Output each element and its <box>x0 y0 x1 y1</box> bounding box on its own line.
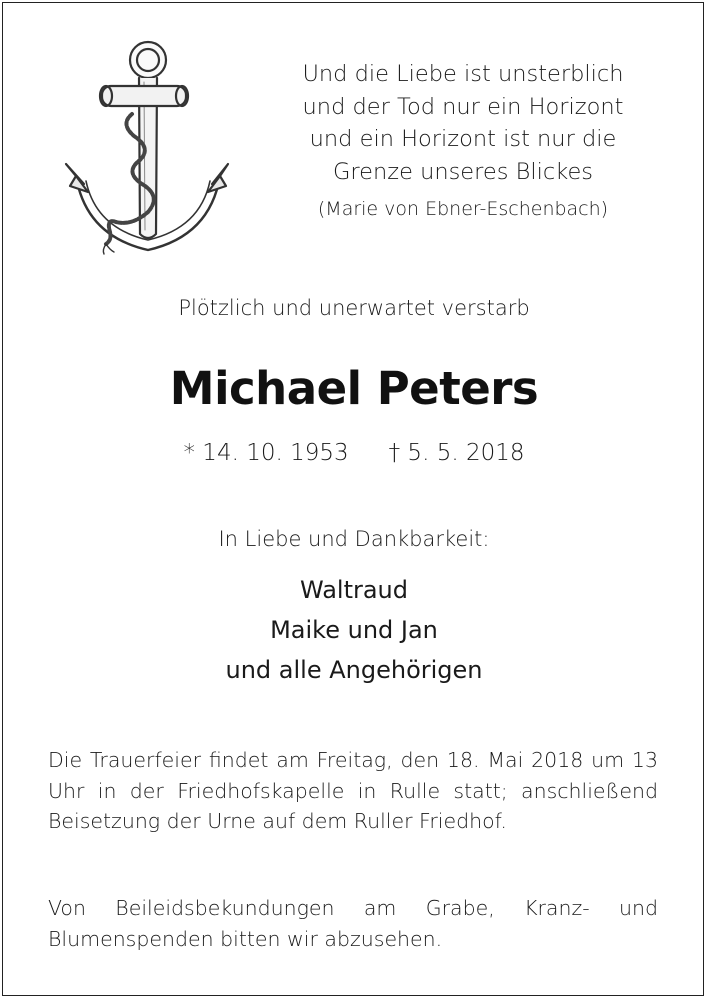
mourner-name: und alle Angehörigen <box>225 656 483 684</box>
mourner-name: Waltraud <box>300 576 408 604</box>
mourners-list <box>0 570 708 690</box>
quote-author: (Marie von Ebner-Eschenbach) <box>317 198 609 220</box>
anchor-icon <box>62 36 230 258</box>
quote-line: Grenze unseres Blickes <box>332 158 594 185</box>
deceased-name: Michael Peters <box>169 362 539 415</box>
intro-text: Plötzlich und unerwartet verstarb <box>178 296 530 320</box>
death-date: † 5. 5. 2018 <box>388 440 525 466</box>
quote-line: und ein Horizont ist nur die <box>309 126 617 152</box>
birth-date: * 14. 10. 1953 <box>183 440 349 466</box>
mourner-name: Maike und Jan <box>270 616 438 644</box>
condolence-request: Von Beileidsbekundungen am Grabe, Kranz- und Blumenspenden bitten wir abzusehen. <box>48 896 658 951</box>
thanks-text: In Liebe und Dankbarkeit: <box>218 527 490 551</box>
quote-line: Und die Liebe ist unsterblich <box>302 61 624 87</box>
life-dates <box>0 440 708 466</box>
service-info: Die Trauerfeier findet am Freitag, den 18. Mai 2018 um 13 Uhr in der Friedhofskapelle in Rulle statt; anschließend Beisetzung der Urne auf dem Ruller Friedhof. <box>48 748 658 833</box>
quote <box>268 58 658 188</box>
quote-line: und der Tod nur ein Horizont <box>302 93 624 120</box>
